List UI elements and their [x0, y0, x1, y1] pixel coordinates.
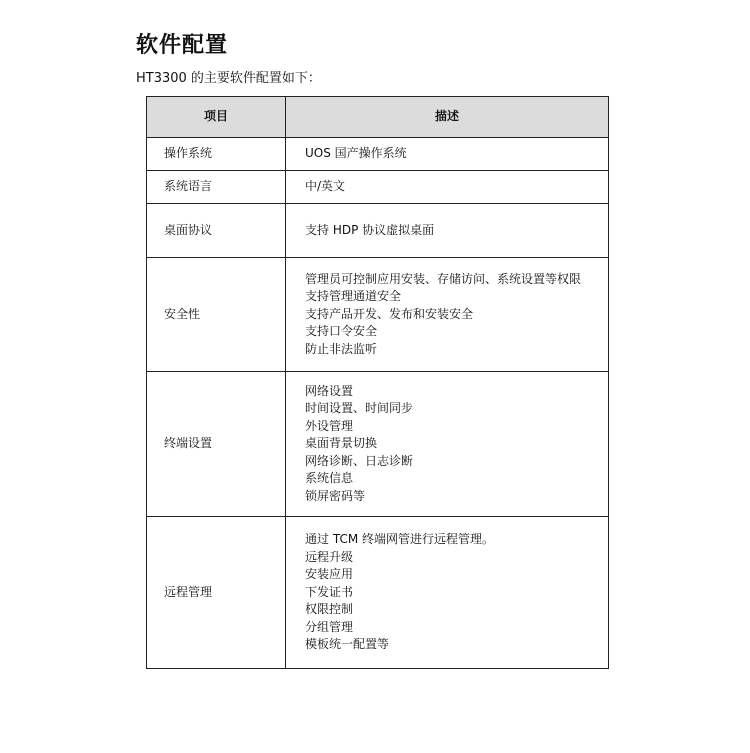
row-description	[286, 204, 609, 258]
desc-line: 模板统一配置等	[305, 637, 390, 652]
header-description: 描述	[286, 97, 609, 138]
desc-line: 系统信息	[305, 471, 354, 486]
row-item: 系统语言	[147, 171, 286, 204]
page-title: 软件配置	[136, 33, 229, 58]
desc-line: 支持口令安全	[305, 324, 378, 339]
row-item: 安全性	[147, 258, 286, 372]
row-item: 终端设置	[147, 372, 286, 517]
software-config-table	[146, 96, 609, 669]
intro-text: HT3300 的主要软件配置如下：	[136, 71, 321, 86]
desc-line: 分组管理	[305, 619, 354, 634]
table-row	[147, 517, 609, 669]
desc-line: UOS 国产操作系统	[305, 146, 407, 161]
desc-line: 网络诊断、日志诊断	[305, 453, 414, 468]
row-item: 远程管理	[147, 517, 286, 669]
header-item: 项目	[147, 97, 286, 138]
row-description	[286, 517, 609, 669]
desc-line: 外设管理	[305, 418, 354, 433]
desc-line: 防止非法监听	[305, 341, 378, 356]
desc-line: 权限控制	[305, 602, 354, 617]
desc-line: 中/英文	[305, 179, 346, 194]
desc-line: 支持管理通道安全	[305, 289, 402, 304]
desc-line: 下发证书	[305, 584, 354, 599]
desc-line: 通过 TCM 终端网管进行远程管理。	[305, 532, 494, 547]
row-description	[286, 138, 609, 171]
table-header-row	[147, 97, 609, 138]
table-row	[147, 372, 609, 517]
row-item: 桌面协议	[147, 204, 286, 258]
table-row	[147, 138, 609, 171]
table-row	[147, 258, 609, 372]
desc-line: 安装应用	[305, 567, 354, 582]
row-description	[286, 171, 609, 204]
table-row	[147, 171, 609, 204]
desc-line: 锁屏密码等	[305, 488, 366, 503]
desc-line: 远程升级	[305, 549, 354, 564]
desc-line: 网络设置	[305, 383, 354, 398]
desc-line: 桌面背景切换	[305, 436, 378, 451]
desc-line: 时间设置、时间同步	[305, 401, 414, 416]
desc-line: 支持 HDP 协议虚拟桌面	[305, 222, 435, 237]
desc-line: 支持产品开发、发布和安装安全	[305, 306, 474, 321]
row-description	[286, 372, 609, 517]
table-row	[147, 204, 609, 258]
row-description	[286, 258, 609, 372]
row-item: 操作系统	[147, 138, 286, 171]
desc-line: 管理员可控制应用安装、存储访问、系统设置等权限	[305, 271, 582, 286]
